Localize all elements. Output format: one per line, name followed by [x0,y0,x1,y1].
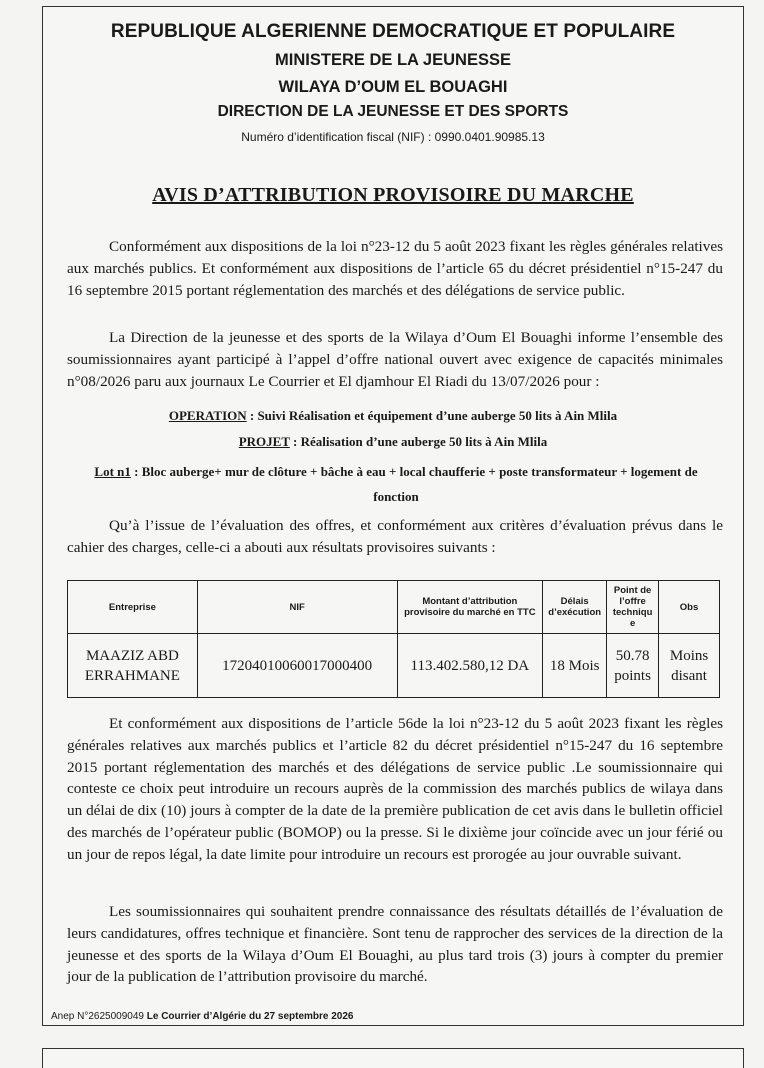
operation-text: : Suivi Réalisation et équipement d’une auberge 50 lits à Ain Mlila [246,408,618,423]
footer-ref: Anep N°2625009049 [51,1011,144,1022]
paragraph-announcement-text: La Direction de la jeunesse et des sports de la Wilaya d’Oum El Bouaghi informe l’ensemble des soumissionnaires ayant participé à l’appel d’offre national ouvert avec exigence de capacités minimales n°08/2026 paru aux journaux Le Courrier et El djamhour El Riadi du 13/07/2026 pour : [67,329,723,390]
cell-nif: 17204010060017000400 [197,634,397,698]
notice-frame [42,6,744,1026]
paragraph-legal-basis [67,236,723,301]
cell-point: 50.78 points [607,634,659,698]
header-obs: Obs [659,581,720,634]
header-ministry: MINISTERE DE LA JEUNESSE [275,51,511,69]
header-montant: Montant d’attribution provisoire du marché en TTC [397,581,543,634]
header-entreprise: Entreprise [68,581,198,634]
header-delais: Délais d’exécution [543,581,607,634]
lot-label: Lot n1 [94,464,131,479]
table-row [68,634,720,698]
header-republic: REPUBLIQUE ALGERIENNE DEMOCRATIQUE ET POPULAIRE [110,21,676,42]
paragraph-announcement [67,327,723,392]
paragraph-appeal [67,713,723,866]
paragraph-contact [67,901,723,988]
cell-entreprise: MAAZIZ ABD ERRAHMANE [68,634,198,698]
footer-source: Le Courrier d’Algérie du 27 septembre 2026 [146,1011,354,1022]
paragraph-legal-basis-text: Conformément aux dispositions de la loi n°23-12 du 5 août 2023 fixant les règles générales relatives aux marchés publics. Et conformément aux dispositions de l’article 65 du décret présidentiel n°15-247 du 16 septembre 2015 portant réglementation des marchés et des délégations de service public. [67,238,723,299]
projet-line [43,434,743,450]
publication-footer [51,1011,354,1022]
paragraph-contact-text: Les soumissionnaires qui souhaitent prendre connaissance des résultats détaillés de l’évaluation de leurs candidatures, offres technique et financière. Sont tenu de rapprocher des services de la direction de la jeunesse et des sports de la Wilaya d’Oum El Bouaghi, au plus tard trois (3) jours à compter du premier jour de la publication de l’attribution provisoire du marché. [67,903,723,986]
projet-text: : Réalisation d’une auberge 50 lits à Ain Mlila [289,434,548,449]
next-notice-frame [42,1048,744,1068]
page-title: AVIS D’ATTRIBUTION PROVISOIRE DU MARCHE [152,184,634,206]
table-header-row [68,581,720,634]
lot-line [73,459,719,509]
header-nif: NIF [197,581,397,634]
paragraph-evaluation-text: Qu’à l’issue de l’évaluation des offres, et conformément aux critères d’évaluation prévus dans le cahier des charges, celle-ci a abouti aux résultats provisoires suivants : [67,517,723,556]
results-table [67,580,720,698]
cell-montant: 113.402.580,12 DA [397,634,543,698]
paragraph-evaluation [67,515,723,559]
cell-obs: Moins disant [659,634,720,698]
fiscal-id: Numéro d’identification fiscal (NIF) : 0990.0401.90985.13 [241,130,545,144]
header-direction: DIRECTION DE LA JEUNESSE ET DES SPORTS [217,103,569,120]
cell-delais: 18 Mois [543,634,607,698]
paragraph-appeal-text: Et conformément aux dispositions de l’article 56de la loi n°23-12 du 5 août 2023 fixant les règles générales relatives aux marchés publics et l’article 82 du décret présidentiel n°15-247 du 16 septembre 2015 portant réglementation des marchés et des délégations de service public .Le soumissionnaire qui conteste ce choix peut introduire un recours auprès de la commission des marchés publics de wilaya dans un délai de dix (10) jours à compter de la date de la première publication de cet avis dans le bulletin officiel des marchés de l’opérateur public (BOMOP) ou la presse. Si le dixième jour coïncide avec un jour férié ou un jour de repos légal, la date limite pour introduire un recours est prorogée au jour ouvrable suivant. [67,715,723,863]
operation-label: OPERATION [168,408,247,423]
projet-label: PROJET [238,434,290,449]
header-wilaya: WILAYA D’OUM EL BOUAGHI [278,78,508,96]
lot-text: : Bloc auberge+ mur de clôture + bâche à eau + local chaufferie + poste transformateur + logement de fonction [130,464,698,504]
operation-line [43,408,743,424]
header-point: Point de l’offre techniqu e [607,581,659,634]
